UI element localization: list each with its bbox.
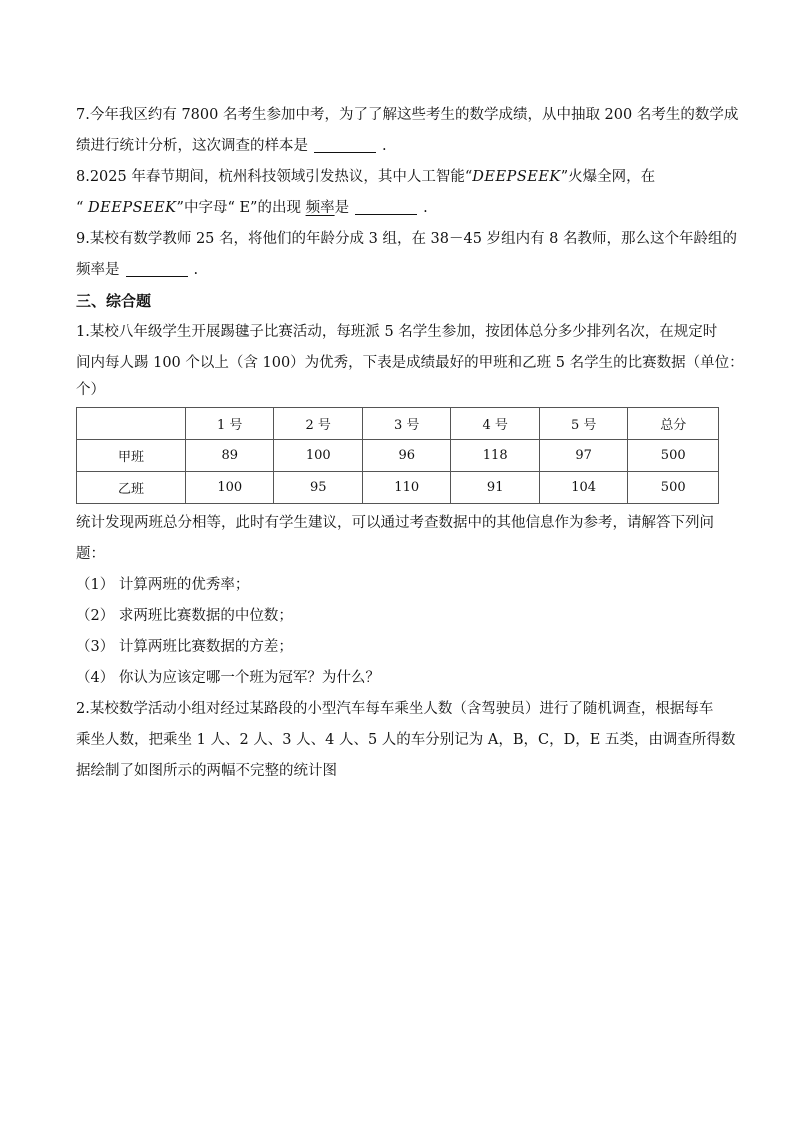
table-header-cell: 3 号 xyxy=(362,408,450,440)
q8-answer-blank[interactable] xyxy=(355,198,417,215)
q8-line1 xyxy=(76,162,721,193)
section-heading: 三、综合题 xyxy=(76,292,152,310)
table-cell: 96 xyxy=(362,440,450,472)
q7-line1: 7.今年我区约有 7800 名考生参加中考，为了了解这些考生的数学成绩，从中抽取 200 名考生的数学成 xyxy=(76,107,739,123)
p1-subquestion-3: （3） 计算两班比赛数据的方差； xyxy=(76,639,293,655)
q9-period: . xyxy=(193,262,199,278)
q8-brand-2: DEEPSEEK xyxy=(88,200,177,216)
table-cell: 104 xyxy=(539,472,627,504)
table-row-label: 甲班 xyxy=(77,440,186,472)
q8-line1-text: 8.2025 年春节期间，杭州科技领域引发热议，其中人工智能“ xyxy=(76,169,473,185)
document-body xyxy=(76,100,744,787)
q8-period: . xyxy=(423,200,428,216)
p2-line1: 2.某校数学活动小组对经过某路段的小型汽车每车乘坐人数（含驾驶员）进行了随机调查，根据每车 xyxy=(76,701,714,717)
p1-intro-line1: 1.某校八年级学生开展踢毽子比赛活动，每班派 5 名学生参加，按团体总分多少排列名次，在规定时 xyxy=(76,324,718,340)
table-cell: 500 xyxy=(628,440,719,472)
table-row-label: 乙班 xyxy=(77,472,186,504)
q9-answer-blank[interactable] xyxy=(126,260,188,277)
table-header-cell: 2 号 xyxy=(274,408,362,440)
table-cell: 89 xyxy=(186,440,274,472)
table-header-cell: 总分 xyxy=(628,408,719,440)
q8-is: 是 xyxy=(334,200,350,216)
q7-answer-blank[interactable] xyxy=(314,136,376,153)
table-header-cell: 5 号 xyxy=(539,408,627,440)
q7-line2 xyxy=(76,131,721,162)
p2-line2: 乘坐人数，把乘坐 1 人、2 人、3 人、4 人、5 人的车分别记为 A，B，C，D，E 五类，由调查所得数 xyxy=(76,732,736,748)
p1-subquestion-1: （1） 计算两班的优秀率； xyxy=(76,577,250,593)
p1-subquestion-2: （2） 求两班比赛数据的中位数； xyxy=(76,608,293,624)
table-header-cell: 4 号 xyxy=(451,408,539,440)
p1-after-line2: 题： xyxy=(76,546,105,562)
p2-line3: 据绘制了如图所示的两幅不完整的统计图 xyxy=(76,763,337,779)
q9-line2-text: 频率是 xyxy=(76,262,120,278)
q7-line2-text: 绩进行统计分析，这次调查的样本是 xyxy=(76,138,308,154)
table-header-cell xyxy=(77,408,186,440)
p1-intro-line2: 间内每人踢 100 个以上（含 100）为优秀，下表是成绩最好的甲班和乙班 5 名学生的比赛数据（单位： xyxy=(76,355,744,371)
p1-subquestion-4: （4） 你认为应该定哪一个班为冠军？为什么？ xyxy=(76,670,380,686)
q7-period: . xyxy=(382,138,387,154)
q8-line2-mid: ”中字母“ E”的出现 xyxy=(176,200,306,216)
table-cell: 500 xyxy=(628,472,719,504)
table-row xyxy=(77,472,719,504)
table-cell: 110 xyxy=(362,472,450,504)
q8-line1-end: ”火爆全网，在 xyxy=(560,169,656,185)
table-header-cell: 1 号 xyxy=(186,408,274,440)
q9-line1: 9.某校有数学教师 25 名，将他们的年龄分成 3 组，在 38－45 岁组内有 8 名教师，那么这个年龄组的 xyxy=(76,231,738,247)
q8-open-quote: “ xyxy=(76,200,89,216)
q8-frequency-word: 频率 xyxy=(305,200,335,216)
score-table xyxy=(76,407,719,504)
table-cell: 118 xyxy=(451,440,539,472)
q9-line2 xyxy=(76,255,721,286)
table-cell: 100 xyxy=(274,440,362,472)
table-cell: 95 xyxy=(274,472,362,504)
table-header-row xyxy=(77,408,719,440)
table-cell: 100 xyxy=(186,472,274,504)
table-row xyxy=(77,440,719,472)
table-cell: 97 xyxy=(539,440,627,472)
p1-after-line1: 统计发现两班总分相等，此时有学生建议，可以通过考查数据中的其他信息作为参考，请解答下列问 xyxy=(76,515,714,531)
q8-brand-1: DEEPSEEK xyxy=(472,169,561,185)
q8-line2 xyxy=(76,193,721,224)
table-cell: 91 xyxy=(451,472,539,504)
p1-intro-line3: 个） xyxy=(76,382,105,398)
